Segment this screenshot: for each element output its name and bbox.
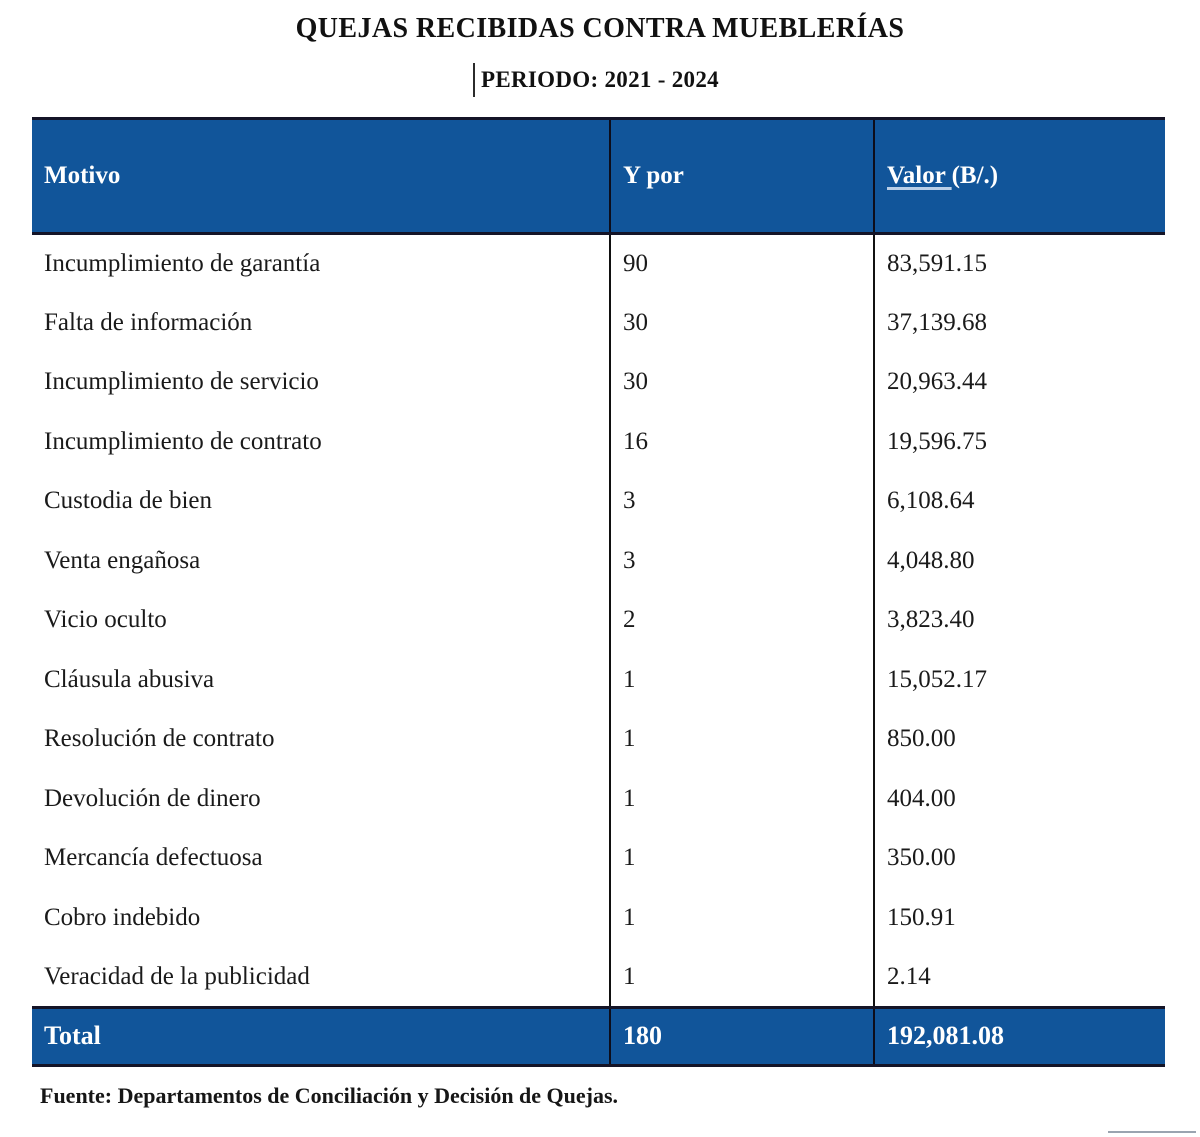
cell-valor: 15,052.17	[874, 650, 1165, 710]
cell-cantidad: 30	[610, 353, 874, 413]
complaints-table-wrapper	[32, 117, 1165, 1067]
cell-valor: 150.91	[874, 888, 1165, 948]
table-row	[32, 591, 1165, 651]
table-footer	[32, 1007, 1165, 1065]
table-row	[32, 531, 1165, 591]
cell-valor: 83,591.15	[874, 234, 1165, 294]
total-cantidad: 180	[610, 1007, 874, 1065]
table-row	[32, 293, 1165, 353]
total-label: Total	[32, 1007, 610, 1065]
table-row	[32, 769, 1165, 829]
cell-motivo: Veracidad de la publicidad	[32, 948, 610, 1008]
source-note: Fuente: Departamentos de Conciliación y Decisión de Quejas.	[40, 1083, 619, 1108]
cell-motivo: Incumplimiento de contrato	[32, 412, 610, 472]
table-row	[32, 472, 1165, 532]
cell-valor: 20,963.44	[874, 353, 1165, 413]
cell-cantidad: 1	[610, 650, 874, 710]
cell-motivo: Mercancía defectuosa	[32, 829, 610, 889]
cell-cantidad: 1	[610, 769, 874, 829]
cell-cantidad: 1	[610, 948, 874, 1008]
cell-valor: 6,108.64	[874, 472, 1165, 532]
complaints-table	[32, 117, 1165, 1067]
table-header-row	[32, 119, 1165, 234]
cell-valor: 37,139.68	[874, 293, 1165, 353]
column-header-valor-currency: (B/.)	[951, 162, 999, 189]
table-body	[32, 234, 1165, 1008]
cell-motivo: Cobro indebido	[32, 888, 610, 948]
column-header-motivo: Motivo	[32, 119, 610, 234]
page-subtitle	[481, 67, 719, 93]
cell-valor: 350.00	[874, 829, 1165, 889]
column-header-valor-underlined: Valor	[887, 162, 952, 189]
table-row	[32, 829, 1165, 889]
cell-cantidad: 30	[610, 293, 874, 353]
cell-motivo: Resolución de contrato	[32, 710, 610, 770]
cell-motivo: Falta de información	[32, 293, 610, 353]
cell-motivo: Custodia de bien	[32, 472, 610, 532]
cell-valor: 404.00	[874, 769, 1165, 829]
table-header	[32, 119, 1165, 234]
cell-cantidad: 3	[610, 531, 874, 591]
table-row	[32, 888, 1165, 948]
table-row	[32, 353, 1165, 413]
cell-valor: 19,596.75	[874, 412, 1165, 472]
cell-valor: 3,823.40	[874, 591, 1165, 651]
subtitle-block	[0, 67, 1200, 93]
table-row	[32, 412, 1165, 472]
total-valor: 192,081.08	[874, 1007, 1165, 1065]
title-block	[0, 0, 1200, 93]
cell-valor: 850.00	[874, 710, 1165, 770]
cell-cantidad: 1	[610, 710, 874, 770]
table-row	[32, 710, 1165, 770]
table-row	[32, 650, 1165, 710]
cell-cantidad: 90	[610, 234, 874, 294]
cell-cantidad: 1	[610, 829, 874, 889]
cell-motivo: Cláusula abusiva	[32, 650, 610, 710]
cell-motivo: Venta engañosa	[32, 531, 610, 591]
total-row	[32, 1007, 1165, 1065]
cell-motivo: Devolución de dinero	[32, 769, 610, 829]
cell-motivo: Vicio oculto	[32, 591, 610, 651]
cell-motivo: Incumplimiento de garantía	[32, 234, 610, 294]
cell-cantidad: 1	[610, 888, 874, 948]
bottom-rule	[1108, 1131, 1196, 1133]
column-header-cantidad: Y por	[610, 119, 874, 234]
page-title: QUEJAS RECIBIDAS CONTRA MUEBLERÍAS	[295, 13, 905, 44]
table-row	[32, 948, 1165, 1008]
text-caret	[473, 63, 475, 97]
cell-cantidad: 16	[610, 412, 874, 472]
cell-motivo: Incumplimiento de servicio	[32, 353, 610, 413]
cell-cantidad: 2	[610, 591, 874, 651]
column-header-valor	[874, 119, 1165, 234]
cell-cantidad: 3	[610, 472, 874, 532]
page-subtitle-text: PERIODO: 2021 - 2024	[481, 66, 719, 92]
table-row	[32, 234, 1165, 294]
cell-valor: 2.14	[874, 948, 1165, 1008]
cell-valor: 4,048.80	[874, 531, 1165, 591]
